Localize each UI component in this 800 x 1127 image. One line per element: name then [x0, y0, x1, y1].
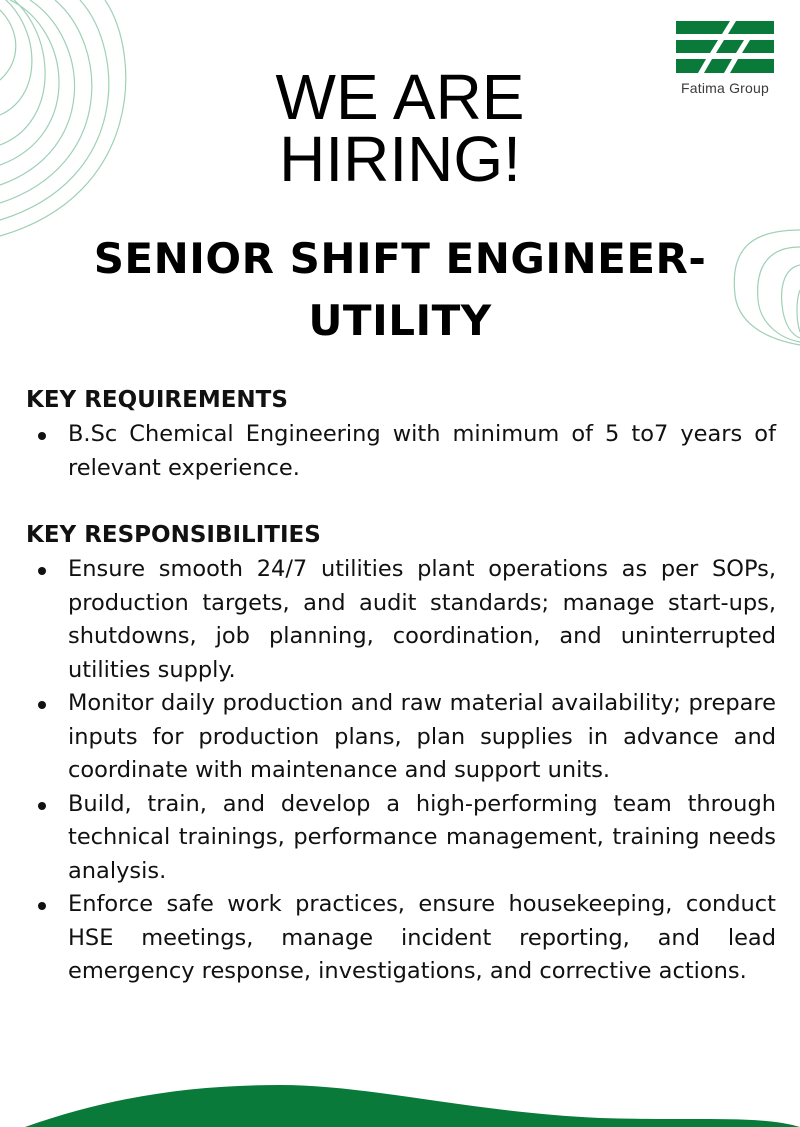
bullet-icon: [38, 432, 46, 440]
list-item: [26, 687, 776, 788]
list-item-text: B.Sc Chemical Engineering with minimum of 5 to7 years of relevant experience.: [68, 421, 776, 481]
requirements-list: [26, 418, 776, 485]
responsibilities-list: [26, 553, 776, 989]
responsibilities-heading: KEY RESPONSIBILITIES: [26, 522, 321, 548]
job-title-line-2: UTILITY: [308, 296, 492, 345]
list-item: [26, 418, 776, 485]
list-item: [26, 553, 776, 687]
list-item: [26, 888, 776, 989]
list-item: [26, 788, 776, 889]
list-item-text: Enforce safe work practices, ensure housekeeping, conduct HSE meetings, manage incident reporting, and lead emergency response, investigations, and corrective actions.: [68, 891, 776, 984]
requirements-heading: KEY REQUIREMENTS: [26, 387, 288, 413]
job-title: [0, 228, 800, 352]
decorative-green-wave: [0, 1057, 800, 1127]
list-item-text: Ensure smooth 24/7 utilities plant operations as per SOPs, production targets, and audit standards; manage start-ups, shutdowns, job planning, coordination, and uninterrupted utilities supply.: [68, 556, 776, 683]
hero-line-2: HIRING!: [279, 123, 521, 195]
job-title-line-1: SENIOR SHIFT ENGINEER-: [93, 234, 707, 283]
bullet-icon: [38, 701, 46, 709]
hero-heading: [0, 61, 800, 195]
list-item-text: Build, train, and develop a high-performing team through technical trainings, performance management, training needs analysis.: [68, 790, 776, 884]
bullet-icon: [38, 902, 46, 910]
list-item-text: Monitor daily production and raw material availability; prepare inputs for production plans, plan supplies in advance and coordinate with maintenance and support units.: [68, 690, 776, 783]
hero-line-1: WE ARE: [275, 61, 525, 133]
job-details: [26, 384, 776, 989]
bullet-icon: [38, 802, 46, 810]
logo-text: Fatima Group: [681, 80, 769, 96]
bullet-icon: [38, 567, 46, 575]
